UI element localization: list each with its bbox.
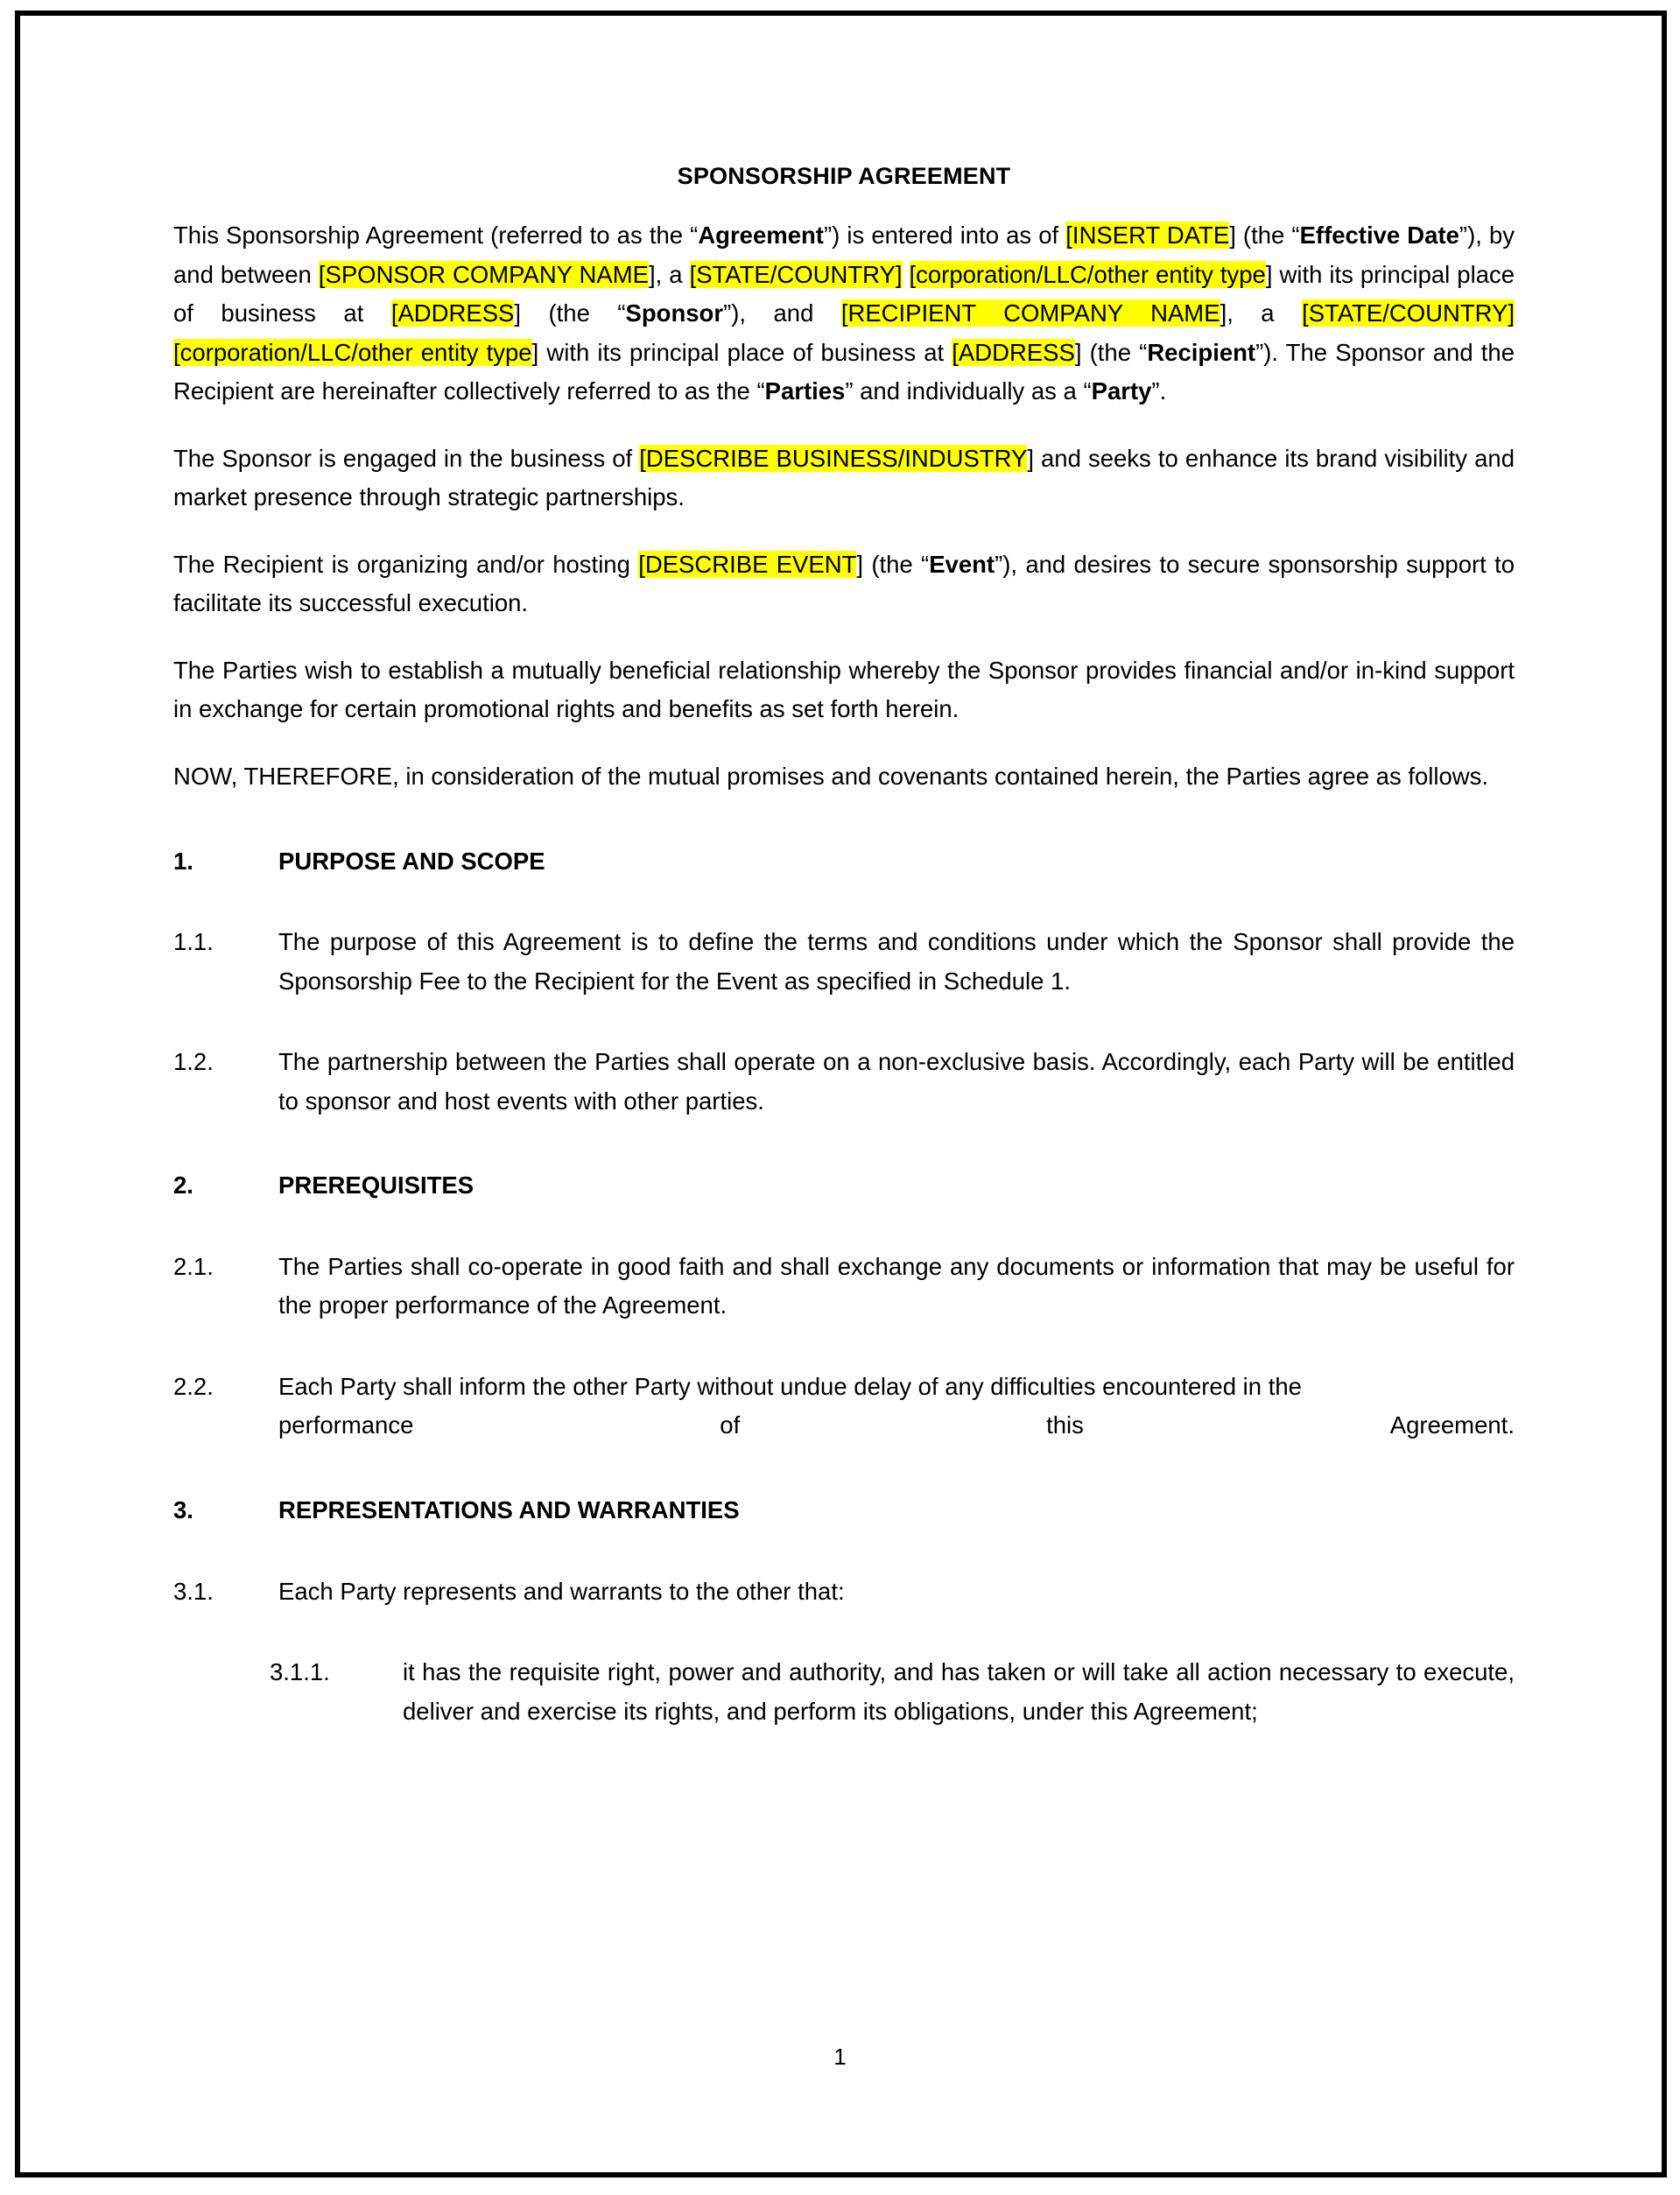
word: Agreement. [1389, 1411, 1515, 1439]
recital-paragraph-sponsor-business [173, 412, 1515, 517]
placeholder-recipient-state-country: [STATE/COUNTRY] [1302, 299, 1515, 327]
clause-text: Each Party represents and warrants to the other that: [278, 1577, 845, 1605]
word: performance [278, 1411, 414, 1439]
subclause-number: 3.1.1. [270, 1658, 330, 1686]
recital-paragraph-event [173, 517, 1515, 623]
clause-number: 2.1. [173, 1252, 214, 1280]
placeholder-sponsor-entity-type: [corporation/LLC/other entity type [909, 260, 1266, 288]
clause-number: 1.2. [173, 1048, 214, 1076]
text-run: The Parties wish to establish a mutually beneficial relationship whereby the Sponsor provides financial and/or in-kind support in exchange for certain promotional rights and benefits as set forth herein. [173, 656, 1515, 723]
section-heading-3 [173, 1446, 1515, 1530]
text-run: ] with its principal place of business at [173, 260, 1515, 327]
subclause-text: it has the requisite right, power and authority, and has taken or will take all action necessary to execute, deliver and exercise its rights, and perform its obligations, under this Agreement; [403, 1658, 1515, 1725]
text-run: The Sponsor is engaged in the business of [173, 444, 640, 472]
clause-2-1 [173, 1206, 1515, 1326]
defined-term-agreement: Agreement [698, 222, 824, 249]
section-title: PURPOSE AND SCOPE [278, 847, 545, 875]
word: of [720, 1411, 741, 1439]
clause-text: The purpose of this Agreement is to define the terms and conditions under which the Sponsor shall provide the Sponsorship Fee to the Recipient for the Event as specified in Schedule 1. [278, 928, 1515, 995]
clause-number: 2.2. [173, 1372, 214, 1400]
text-run: ] (the “ [514, 299, 626, 327]
placeholder-describe-business-industry: [DESCRIBE BUSINESS/INDUSTRY [639, 444, 1028, 472]
defined-term-effective-date: Effective Date [1299, 222, 1459, 249]
text-run: ”), and [723, 299, 841, 327]
clause-text-line-1: Each Party shall inform the other Party without undue delay of any difficulties encountered in the [278, 1372, 1302, 1400]
placeholder-recipient-address: [ADDRESS [952, 338, 1075, 366]
placeholder-sponsor-state-country: [STATE/COUNTRY] [689, 260, 903, 288]
text-run: ] (the “ [1074, 338, 1148, 366]
text-run: NOW, THEREFORE, in consideration of the mutual promises and covenants contained herein, the Parties agree as follows. [173, 763, 1489, 791]
clause-text: The Parties shall co-operate in good faith and shall exchange any documents or information that may be useful for the proper performance of the Agreement. [278, 1252, 1515, 1319]
text-run: ], a [648, 260, 690, 288]
defined-term-event: Event [929, 550, 995, 578]
text-run: ”) is entered into as of [823, 222, 1066, 249]
clause-text-line-2 [278, 1406, 1515, 1446]
section-number: 2. [173, 1171, 193, 1200]
placeholder-sponsor-address: [ADDRESS [390, 299, 515, 327]
text-run: ], a [1220, 299, 1303, 327]
defined-term-party: Party [1091, 377, 1152, 405]
defined-term-sponsor: Sponsor [625, 299, 724, 327]
placeholder-sponsor-company-name: [SPONSOR COMPANY NAME [318, 260, 649, 288]
clause-number: 1.1. [173, 928, 214, 956]
clause-1-1 [173, 881, 1515, 1001]
clause-text [278, 1368, 1515, 1446]
clause-2-2 [173, 1326, 1515, 1446]
section-number: 1. [173, 847, 193, 875]
section-title: REPRESENTATIONS AND WARRANTIES [278, 1496, 740, 1524]
text-run: ] (the “ [1229, 222, 1300, 249]
text-run: ] (the “ [856, 550, 930, 578]
text-run: ” and individually as a “ [845, 377, 1092, 405]
text-run: ”). The Sponsor and the Recipient are hereinafter collectively referred to as the “ [173, 338, 1515, 405]
defined-term-recipient: Recipient [1147, 338, 1256, 366]
text-run: ] with its principal place of business at [531, 338, 952, 366]
recital-paragraph-now-therefore [173, 729, 1515, 797]
clause-text: The partnership between the Parties shall operate on a non-exclusive basis. Accordingly, each Party will be entitled to sponsor and host events with other parties. [278, 1048, 1515, 1115]
subclause-3-1-1 [173, 1611, 1515, 1731]
placeholder-recipient-company-name: [RECIPIENT COMPANY NAME [840, 299, 1220, 327]
clause-1-2 [173, 1001, 1515, 1121]
recital-paragraph-mutual-benefit [173, 623, 1515, 729]
placeholder-describe-event: [DESCRIBE EVENT [638, 550, 857, 578]
section-number: 3. [173, 1496, 193, 1524]
document-content [173, 0, 1515, 1731]
text-run: This Sponsorship Agreement (referred to as the “ [173, 222, 699, 249]
placeholder-recipient-entity-type: [corporation/LLC/other entity type [173, 338, 532, 366]
word: this [1046, 1411, 1084, 1439]
section-title: PREREQUISITES [278, 1171, 474, 1200]
text-run: The Recipient is organizing and/or hosting [173, 550, 639, 578]
recital-paragraph-parties [173, 188, 1515, 412]
clause-number: 3.1. [173, 1577, 214, 1605]
section-heading-1 [173, 797, 1515, 882]
placeholder-insert-date: [INSERT DATE [1065, 222, 1230, 249]
text-run: ”), and desires to secure sponsorship support to facilitate its successful execution. [173, 550, 1515, 617]
page-title: SPONSORSHIP AGREEMENT [677, 163, 1011, 189]
defined-term-parties: Parties [764, 377, 846, 405]
text-run: ”. [1151, 377, 1167, 405]
section-heading-2 [173, 1121, 1515, 1206]
clause-3-1 [173, 1530, 1515, 1612]
text-run: ] and seeks to enhance its brand visibility and market presence through strategic partnerships. [173, 444, 1515, 511]
page-number: 1 [833, 2044, 847, 2070]
text-run [903, 261, 910, 288]
text-run: ”), by and between [173, 222, 1515, 288]
